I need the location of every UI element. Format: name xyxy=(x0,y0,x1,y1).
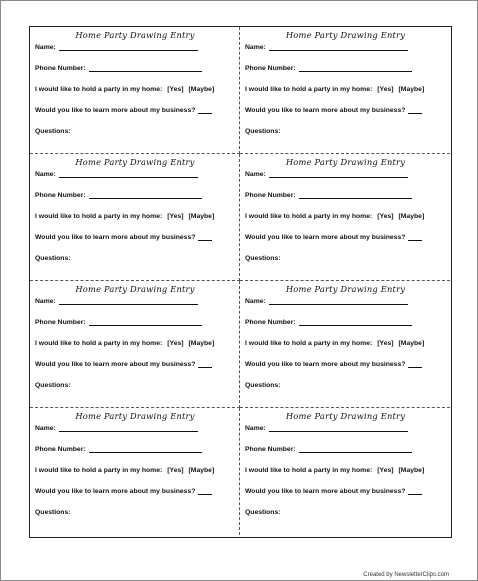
party-row xyxy=(35,83,235,93)
party-row xyxy=(35,337,235,347)
card-title: Home Party Drawing Entry xyxy=(285,411,406,421)
name-row xyxy=(35,41,235,51)
card-title: Home Party Drawing Entry xyxy=(285,157,406,167)
entry-card-5 xyxy=(30,281,240,408)
phone-field-line[interactable] xyxy=(299,318,412,326)
party-row xyxy=(35,210,235,220)
party-question: I would like to hold a party in my home: xyxy=(245,213,373,220)
questions-row xyxy=(35,252,235,262)
learn-answer-line[interactable] xyxy=(198,487,212,495)
party-question: I would like to hold a party in my home: xyxy=(245,340,373,347)
card-title: Home Party Drawing Entry xyxy=(75,30,195,40)
name-label: Name: xyxy=(35,425,56,432)
entry-card-4 xyxy=(240,154,450,281)
name-field-line[interactable] xyxy=(269,43,408,51)
learn-answer-line[interactable] xyxy=(408,360,422,368)
phone-row xyxy=(245,62,446,72)
party-question: I would like to hold a party in my home: xyxy=(35,467,163,474)
yes-option[interactable]: [Yes] xyxy=(377,86,394,93)
maybe-option[interactable]: [Maybe] xyxy=(188,86,215,93)
entry-card-6 xyxy=(240,281,450,408)
questions-label: Questions: xyxy=(245,255,281,262)
learn-answer-line[interactable] xyxy=(198,106,212,114)
party-row xyxy=(245,337,446,347)
phone-label: Phone Number: xyxy=(35,319,86,326)
learn-question: Would you like to learn more about my business? xyxy=(35,361,196,368)
card-title: Home Party Drawing Entry xyxy=(285,284,406,294)
phone-field-line[interactable] xyxy=(299,64,412,72)
maybe-option[interactable]: [Maybe] xyxy=(188,213,215,220)
questions-label: Questions: xyxy=(245,382,281,389)
card-title: Home Party Drawing Entry xyxy=(75,157,195,167)
phone-row xyxy=(245,316,446,326)
phone-row xyxy=(35,189,235,199)
name-field-line[interactable] xyxy=(59,297,198,305)
name-row xyxy=(245,295,446,305)
maybe-option[interactable]: [Maybe] xyxy=(188,467,215,474)
questions-label: Questions: xyxy=(245,509,281,516)
learn-answer-line[interactable] xyxy=(198,360,212,368)
learn-answer-line[interactable] xyxy=(408,106,422,114)
learn-row xyxy=(35,231,235,241)
phone-label: Phone Number: xyxy=(245,192,296,199)
name-field-line[interactable] xyxy=(269,297,408,305)
learn-row xyxy=(245,231,446,241)
party-question: I would like to hold a party in my home: xyxy=(245,86,373,93)
party-question: I would like to hold a party in my home: xyxy=(35,86,163,93)
phone-label: Phone Number: xyxy=(245,65,296,72)
entry-card-7 xyxy=(30,408,240,535)
phone-label: Phone Number: xyxy=(35,192,86,199)
name-row xyxy=(245,41,446,51)
questions-label: Questions: xyxy=(35,509,71,516)
learn-answer-line[interactable] xyxy=(408,233,422,241)
entry-card-8 xyxy=(240,408,450,535)
name-row xyxy=(245,168,446,178)
yes-option[interactable]: [Yes] xyxy=(167,86,184,93)
phone-row xyxy=(245,443,446,453)
name-field-line[interactable] xyxy=(59,170,198,178)
party-row xyxy=(245,83,446,93)
yes-option[interactable]: [Yes] xyxy=(167,340,184,347)
name-label: Name: xyxy=(35,171,56,178)
party-row xyxy=(245,210,446,220)
questions-label: Questions: xyxy=(35,382,71,389)
learn-row xyxy=(245,485,446,495)
learn-answer-line[interactable] xyxy=(198,233,212,241)
phone-field-line[interactable] xyxy=(299,445,412,453)
maybe-option[interactable]: [Maybe] xyxy=(188,340,215,347)
phone-label: Phone Number: xyxy=(245,319,296,326)
yes-option[interactable]: [Yes] xyxy=(377,340,394,347)
card-title: Home Party Drawing Entry xyxy=(75,284,195,294)
yes-option[interactable]: [Yes] xyxy=(377,467,394,474)
learn-question: Would you like to learn more about my business? xyxy=(245,107,406,114)
phone-field-line[interactable] xyxy=(89,318,202,326)
name-label: Name: xyxy=(245,44,266,51)
yes-option[interactable]: [Yes] xyxy=(167,213,184,220)
yes-option[interactable]: [Yes] xyxy=(167,467,184,474)
phone-row xyxy=(35,316,235,326)
party-row xyxy=(245,464,446,474)
name-row xyxy=(35,168,235,178)
phone-field-line[interactable] xyxy=(89,64,202,72)
phone-label: Phone Number: xyxy=(245,446,296,453)
party-question: I would like to hold a party in my home: xyxy=(35,340,163,347)
learn-question: Would you like to learn more about my business? xyxy=(245,361,406,368)
phone-field-line[interactable] xyxy=(299,191,412,199)
name-label: Name: xyxy=(245,171,266,178)
learn-row xyxy=(35,358,235,368)
phone-field-line[interactable] xyxy=(89,445,202,453)
entry-sheet xyxy=(29,26,452,538)
name-label: Name: xyxy=(245,298,266,305)
party-question: I would like to hold a party in my home: xyxy=(35,213,163,220)
card-title: Home Party Drawing Entry xyxy=(285,30,406,40)
phone-label: Phone Number: xyxy=(35,65,86,72)
learn-row xyxy=(245,104,446,114)
name-field-line[interactable] xyxy=(269,170,408,178)
name-row xyxy=(35,422,235,432)
name-row xyxy=(35,295,235,305)
maybe-option[interactable]: [Maybe] xyxy=(398,340,425,347)
footer-credit: Created by NewsletterClips.com xyxy=(363,572,449,578)
questions-label: Questions: xyxy=(35,255,71,262)
questions-row xyxy=(35,125,235,135)
phone-field-line[interactable] xyxy=(89,191,202,199)
name-row xyxy=(245,422,446,432)
maybe-option[interactable]: [Maybe] xyxy=(398,467,425,474)
phone-label: Phone Number: xyxy=(35,446,86,453)
card-title: Home Party Drawing Entry xyxy=(75,411,195,421)
name-label: Name: xyxy=(35,298,56,305)
entry-card-1 xyxy=(30,27,240,154)
name-field-line[interactable] xyxy=(269,424,408,432)
questions-label: Questions: xyxy=(245,128,281,135)
name-label: Name: xyxy=(35,44,56,51)
name-label: Name: xyxy=(245,425,266,432)
questions-row xyxy=(245,506,446,516)
party-question: I would like to hold a party in my home: xyxy=(245,467,373,474)
learn-answer-line[interactable] xyxy=(408,487,422,495)
entry-card-3 xyxy=(30,154,240,281)
questions-row xyxy=(35,379,235,389)
yes-option[interactable]: [Yes] xyxy=(377,213,394,220)
learn-row xyxy=(35,104,235,114)
questions-label: Questions: xyxy=(35,128,71,135)
learn-question: Would you like to learn more about my business? xyxy=(245,488,406,495)
questions-row xyxy=(245,379,446,389)
questions-row xyxy=(35,506,235,516)
entry-card-2 xyxy=(240,27,450,154)
name-field-line[interactable] xyxy=(59,43,198,51)
learn-question: Would you like to learn more about my business? xyxy=(245,234,406,241)
questions-row xyxy=(245,252,446,262)
learn-question: Would you like to learn more about my business? xyxy=(35,107,196,114)
maybe-option[interactable]: [Maybe] xyxy=(398,86,425,93)
learn-row xyxy=(35,485,235,495)
learn-question: Would you like to learn more about my business? xyxy=(35,488,196,495)
phone-row xyxy=(35,443,235,453)
questions-row xyxy=(245,125,446,135)
maybe-option[interactable]: [Maybe] xyxy=(398,213,425,220)
learn-question: Would you like to learn more about my business? xyxy=(35,234,196,241)
phone-row xyxy=(245,189,446,199)
phone-row xyxy=(35,62,235,72)
learn-row xyxy=(245,358,446,368)
party-row xyxy=(35,464,235,474)
name-field-line[interactable] xyxy=(59,424,198,432)
